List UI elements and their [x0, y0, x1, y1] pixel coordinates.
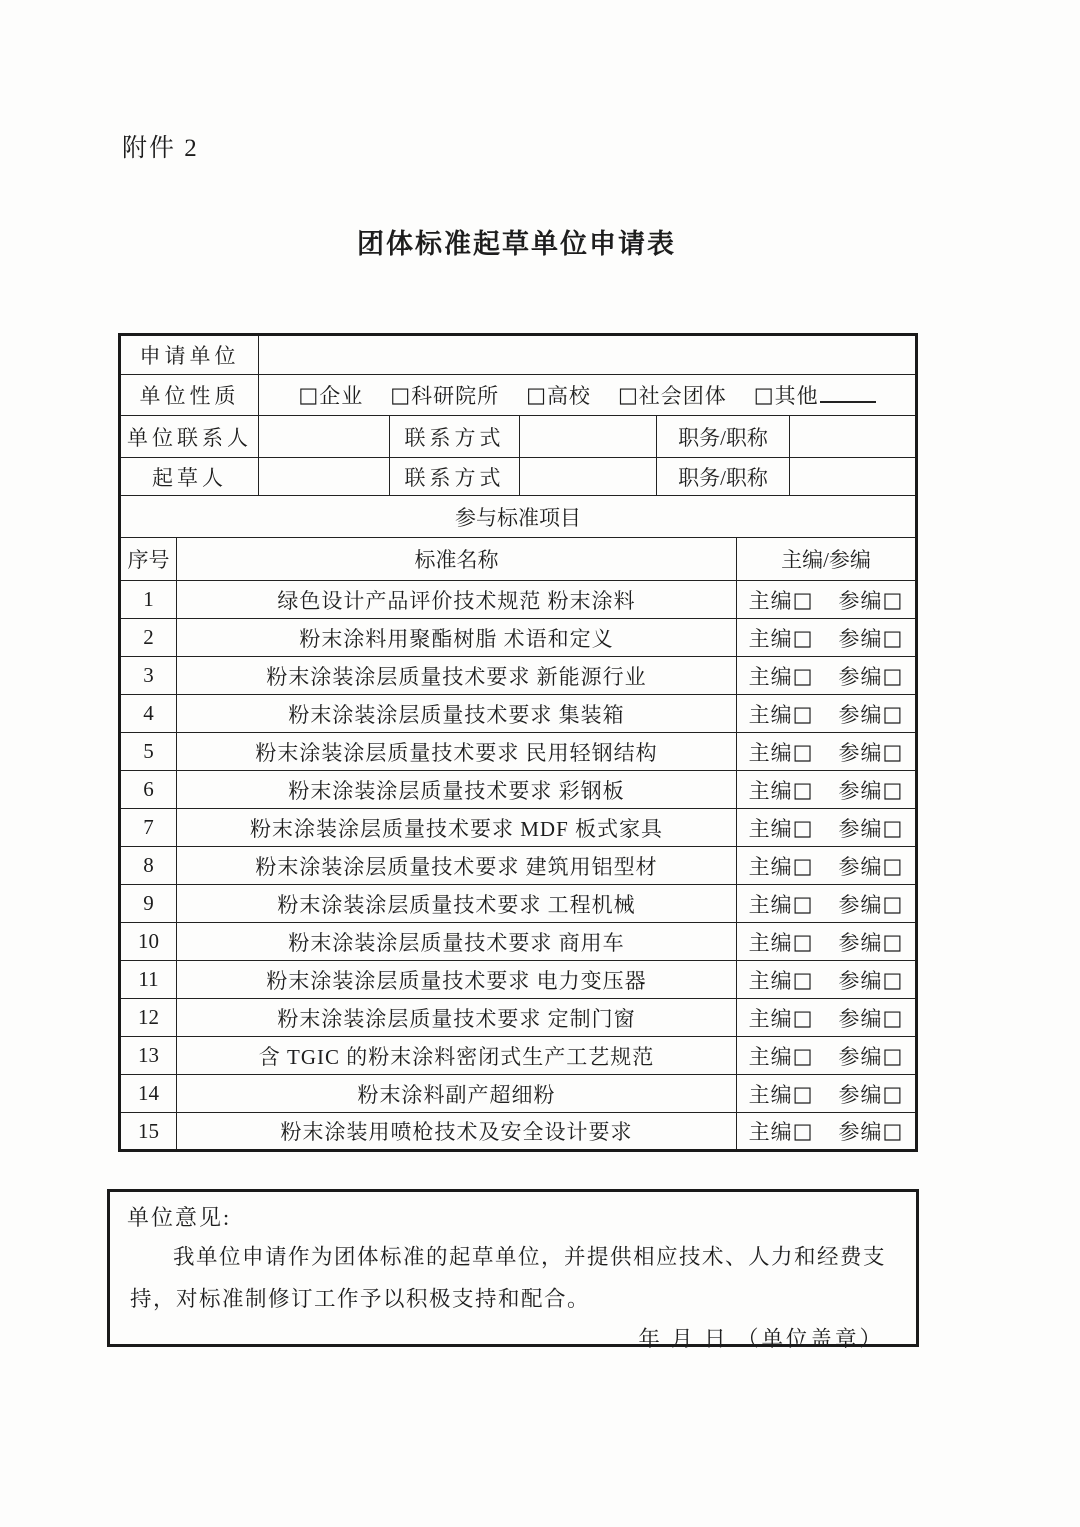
- co-editor-checkbox[interactable]: □: [882, 625, 904, 650]
- unit-nature-option-enterprise[interactable]: [298, 380, 363, 410]
- chief-editor-checkbox[interactable]: □: [792, 1043, 814, 1068]
- standard-name: 粉末涂装涂层质量技术要求 建筑用铝型材: [177, 847, 737, 885]
- unit-nature-options: [259, 375, 917, 416]
- co-editor-label: 参编: [838, 854, 883, 879]
- standard-row: [120, 961, 917, 999]
- standard-no: 13: [120, 1037, 177, 1075]
- unit-nature-option-research[interactable]: [390, 380, 499, 410]
- enterprise-label: 企业: [319, 384, 364, 408]
- other-label: 其他: [774, 384, 819, 408]
- role-cell: [737, 847, 917, 885]
- co-editor-label: 参编: [838, 968, 883, 993]
- standard-name: 粉末涂料用聚酯树脂 术语和定义: [177, 619, 737, 657]
- standard-name: 粉末涂装涂层质量技术要求 MDF 板式家具: [177, 809, 737, 847]
- co-editor-checkbox[interactable]: □: [882, 1081, 904, 1106]
- standard-row: [120, 581, 917, 619]
- standard-name: 粉末涂装涂层质量技术要求 定制门窗: [177, 999, 737, 1037]
- chief-editor-label: 主编: [748, 968, 793, 993]
- standard-row: [120, 733, 917, 771]
- chief-editor-checkbox[interactable]: □: [792, 1119, 814, 1143]
- chief-editor-label: 主编: [748, 816, 793, 841]
- co-editor-label: 参编: [838, 702, 883, 727]
- role-cell: [737, 771, 917, 809]
- standard-name: 粉末涂装涂层质量技术要求 工程机械: [177, 885, 737, 923]
- standard-name: 含 TGIC 的粉末涂料密闭式生产工艺规范: [177, 1037, 737, 1075]
- unit-nature-option-social-org[interactable]: [618, 380, 727, 410]
- drafter-label: 起草人: [120, 458, 259, 496]
- chief-editor-checkbox[interactable]: □: [792, 967, 814, 992]
- col-header-name: 标准名称: [177, 538, 737, 581]
- chief-editor-label: 主编: [748, 854, 793, 879]
- chief-editor-label: 主编: [748, 892, 793, 917]
- co-editor-checkbox[interactable]: □: [882, 1005, 904, 1030]
- co-editor-label: 参编: [838, 588, 883, 613]
- role-cell: [737, 999, 917, 1037]
- chief-editor-label: 主编: [748, 702, 793, 727]
- standard-name: 粉末涂料副产超细粉: [177, 1075, 737, 1113]
- other-checkbox[interactable]: □: [753, 383, 775, 407]
- chief-editor-label: 主编: [748, 1120, 793, 1144]
- co-editor-checkbox[interactable]: □: [882, 777, 904, 802]
- co-editor-checkbox[interactable]: □: [882, 967, 904, 992]
- co-editor-label: 参编: [838, 626, 883, 651]
- university-label: 高校: [546, 384, 591, 408]
- role-cell: [737, 657, 917, 695]
- drafter-title-input[interactable]: [790, 458, 917, 496]
- social-organization-label: 社会团体: [638, 384, 727, 408]
- co-editor-checkbox[interactable]: □: [882, 929, 904, 954]
- chief-editor-checkbox[interactable]: □: [792, 777, 814, 802]
- standard-name: 粉末涂装用喷枪技术及安全设计要求: [177, 1113, 737, 1151]
- standard-row: [120, 1113, 917, 1151]
- co-editor-label: 参编: [838, 1006, 883, 1031]
- unit-nature-option-university[interactable]: [526, 380, 591, 410]
- standard-row: [120, 847, 917, 885]
- chief-editor-checkbox[interactable]: □: [792, 739, 814, 764]
- standard-no: 9: [120, 885, 177, 923]
- chief-editor-label: 主编: [748, 930, 793, 955]
- section-title: 参与标准项目: [120, 496, 917, 538]
- co-editor-checkbox[interactable]: □: [882, 853, 904, 878]
- role-cell: [737, 1113, 917, 1151]
- unit-contact-method-label: 联系方式: [390, 416, 520, 458]
- standard-row: [120, 885, 917, 923]
- unit-opinion-body: 我单位申请作为团体标准的起草单位，并提供相应技术、人力和经费支持，对标准制修订工作予以积极支持和配合。: [130, 1245, 887, 1311]
- role-cell: [737, 695, 917, 733]
- co-editor-checkbox[interactable]: □: [882, 701, 904, 726]
- standard-no: 12: [120, 999, 177, 1037]
- social-organization-checkbox[interactable]: □: [617, 383, 639, 407]
- standard-no: 7: [120, 809, 177, 847]
- role-cell: [737, 619, 917, 657]
- co-editor-label: 参编: [838, 930, 883, 955]
- attachment-label: 附件 2: [122, 135, 199, 162]
- role-cell: [737, 923, 917, 961]
- role-cell: [737, 733, 917, 771]
- standard-row: [120, 1075, 917, 1113]
- co-editor-checkbox[interactable]: □: [882, 663, 904, 688]
- chief-editor-checkbox[interactable]: □: [792, 815, 814, 840]
- chief-editor-label: 主编: [748, 626, 793, 651]
- unit-contact-row: [120, 416, 917, 458]
- chief-editor-label: 主编: [748, 1006, 793, 1031]
- col-header-role: 主编/参编: [737, 538, 917, 581]
- unit-opinion-label: 单位意见:: [127, 1205, 232, 1230]
- co-editor-checkbox[interactable]: □: [882, 739, 904, 764]
- role-cell: [737, 1037, 917, 1075]
- standard-name: 粉末涂装涂层质量技术要求 彩钢板: [177, 771, 737, 809]
- drafter-row: [120, 458, 917, 496]
- standard-no: 10: [120, 923, 177, 961]
- standard-no: 11: [120, 961, 177, 999]
- standard-name: 粉末涂装涂层质量技术要求 集装箱: [177, 695, 737, 733]
- co-editor-label: 参编: [838, 1120, 883, 1144]
- co-editor-checkbox[interactable]: □: [882, 1119, 904, 1143]
- chief-editor-label: 主编: [748, 740, 793, 765]
- standard-row: [120, 809, 917, 847]
- column-header-row: [120, 538, 917, 581]
- applicant-unit-row: [120, 335, 917, 375]
- co-editor-checkbox[interactable]: □: [882, 891, 904, 916]
- standard-name: 粉末涂装涂层质量技术要求 商用车: [177, 923, 737, 961]
- standard-name: 粉末涂装涂层质量技术要求 新能源行业: [177, 657, 737, 695]
- chief-editor-checkbox[interactable]: □: [792, 587, 814, 612]
- date-and-seal-line: 年 月 日 （单位盖章）: [638, 1327, 884, 1351]
- unit-opinion-box: [107, 1189, 919, 1351]
- role-cell: [737, 885, 917, 923]
- role-cell: [737, 961, 917, 999]
- co-editor-label: 参编: [838, 664, 883, 689]
- chief-editor-label: 主编: [748, 1082, 793, 1107]
- co-editor-label: 参编: [838, 816, 883, 841]
- unit-contact-title-label: 职务/职称: [657, 416, 790, 458]
- standard-row: [120, 619, 917, 657]
- chief-editor-checkbox[interactable]: □: [792, 1005, 814, 1030]
- research-institute-label: 科研院所: [411, 384, 500, 408]
- co-editor-label: 参编: [838, 1044, 883, 1069]
- unit-nature-label: 单位性质: [120, 375, 259, 416]
- co-editor-label: 参编: [838, 1082, 883, 1107]
- unit-contact-name-input[interactable]: [259, 416, 390, 458]
- other-input-line[interactable]: [820, 386, 876, 403]
- col-header-no: 序号: [120, 538, 177, 581]
- chief-editor-checkbox[interactable]: □: [792, 663, 814, 688]
- co-editor-label: 参编: [838, 892, 883, 917]
- applicant-unit-label: 申请单位: [120, 335, 259, 375]
- chief-editor-checkbox[interactable]: □: [792, 929, 814, 954]
- chief-editor-label: 主编: [748, 588, 793, 613]
- standard-no: 1: [120, 581, 177, 619]
- co-editor-label: 参编: [838, 778, 883, 803]
- standard-no: 2: [120, 619, 177, 657]
- co-editor-checkbox[interactable]: □: [882, 587, 904, 612]
- standard-no: 5: [120, 733, 177, 771]
- standard-name: 绿色设计产品评价技术规范 粉末涂料: [177, 581, 737, 619]
- role-cell: [737, 1075, 917, 1113]
- page-title: 团体标准起草单位申请表: [357, 229, 676, 259]
- applicant-unit-input[interactable]: [259, 335, 917, 375]
- research-institute-checkbox[interactable]: □: [390, 383, 412, 407]
- co-editor-checkbox[interactable]: □: [882, 1043, 904, 1068]
- chief-editor-label: 主编: [748, 1044, 793, 1069]
- role-cell: [737, 809, 917, 847]
- section-header-row: [120, 496, 917, 538]
- standard-row: [120, 923, 917, 961]
- chief-editor-checkbox[interactable]: □: [792, 1081, 814, 1106]
- unit-nature-option-other[interactable]: [754, 384, 876, 408]
- co-editor-checkbox[interactable]: □: [882, 815, 904, 840]
- standard-no: 6: [120, 771, 177, 809]
- standard-name: 粉末涂装涂层质量技术要求 民用轻钢结构: [177, 733, 737, 771]
- standard-row: [120, 999, 917, 1037]
- chief-editor-checkbox[interactable]: □: [792, 891, 814, 916]
- standard-row: [120, 1037, 917, 1075]
- drafter-name-input[interactable]: [259, 458, 390, 496]
- standard-no: 15: [120, 1113, 177, 1151]
- standard-name: 粉末涂装涂层质量技术要求 电力变压器: [177, 961, 737, 999]
- drafter-method-label: 联系方式: [390, 458, 520, 496]
- unit-contact-method-input[interactable]: [520, 416, 657, 458]
- role-cell: [737, 581, 917, 619]
- chief-editor-checkbox[interactable]: □: [792, 853, 814, 878]
- drafter-method-input[interactable]: [520, 458, 657, 496]
- unit-contact-title-input[interactable]: [790, 416, 917, 458]
- standard-no: 4: [120, 695, 177, 733]
- standard-row: [120, 771, 917, 809]
- application-table: [118, 333, 918, 1152]
- standard-no: 3: [120, 657, 177, 695]
- drafter-title-label: 职务/职称: [657, 458, 790, 496]
- standard-row: [120, 695, 917, 733]
- university-checkbox[interactable]: □: [526, 383, 547, 407]
- chief-editor-checkbox[interactable]: □: [792, 625, 814, 650]
- chief-editor-checkbox[interactable]: □: [792, 701, 814, 726]
- chief-editor-label: 主编: [748, 664, 793, 689]
- standard-no: 8: [120, 847, 177, 885]
- chief-editor-label: 主编: [748, 778, 793, 803]
- standard-row: [120, 657, 917, 695]
- standard-no: 14: [120, 1075, 177, 1113]
- enterprise-checkbox[interactable]: □: [298, 383, 320, 407]
- unit-nature-row: [120, 375, 917, 416]
- unit-contact-label: 单位联系人: [120, 416, 259, 458]
- co-editor-label: 参编: [838, 740, 883, 765]
